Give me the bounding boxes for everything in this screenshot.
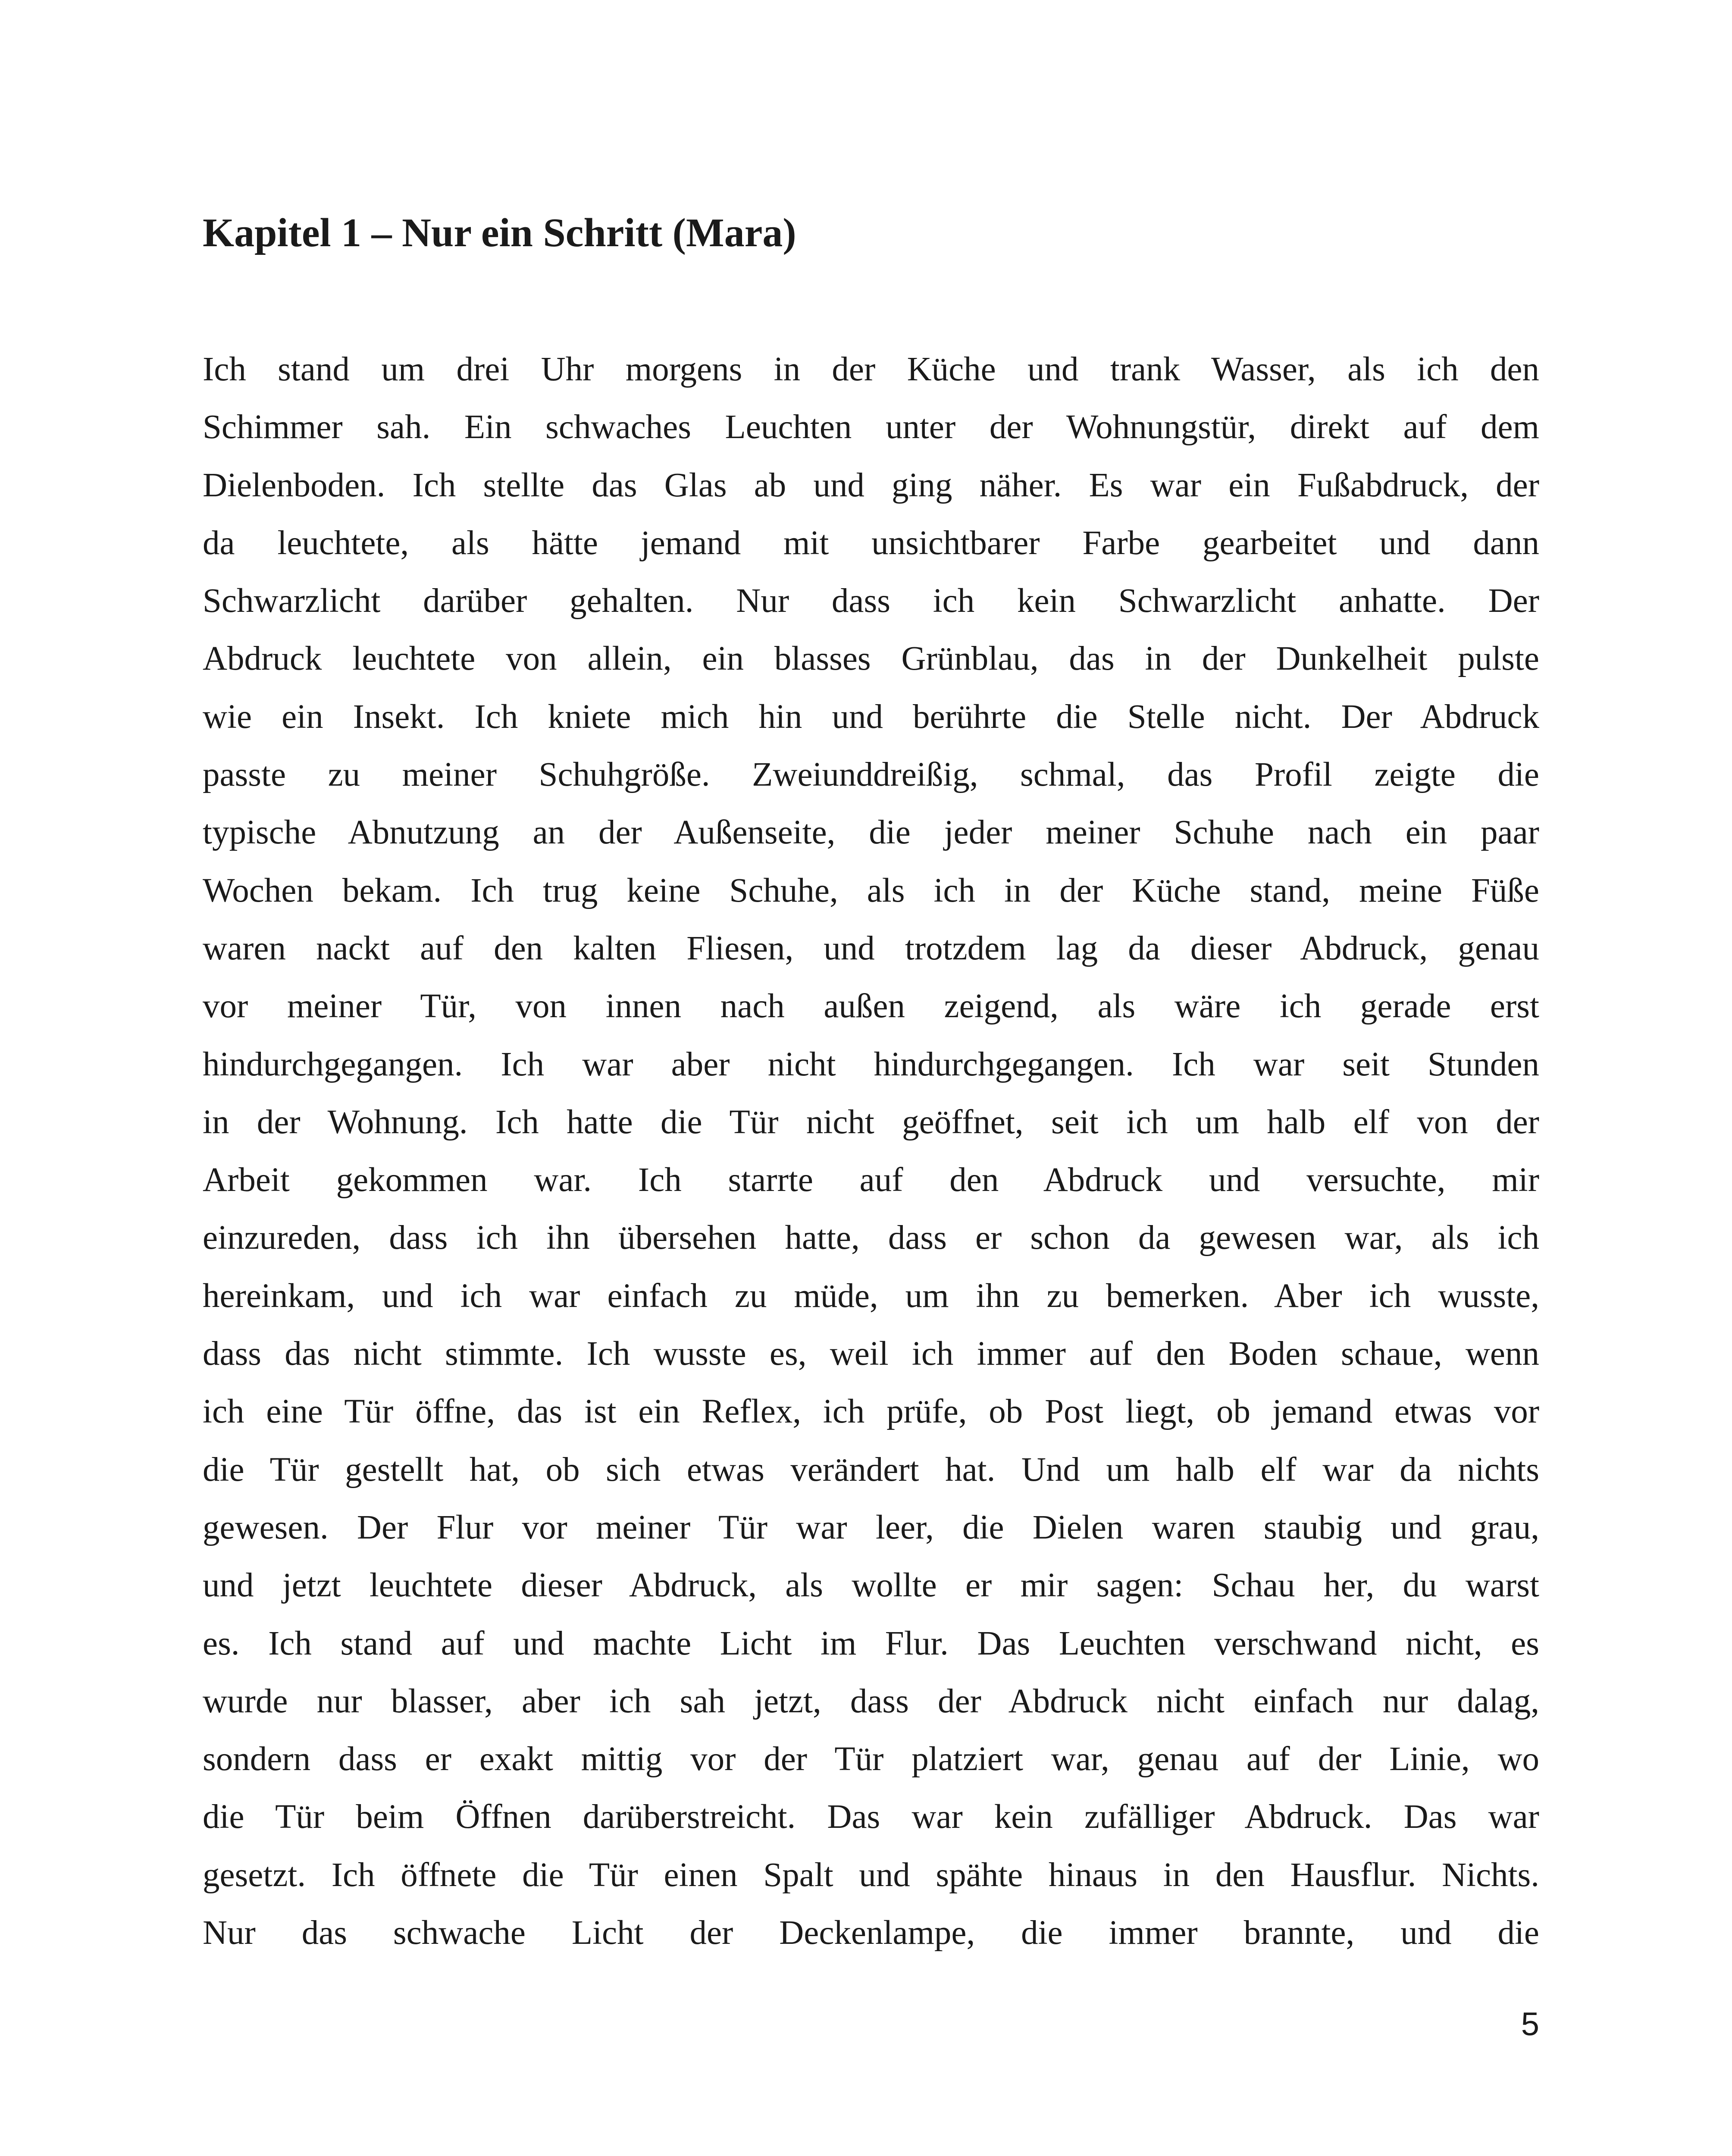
text-line: Dielenboden. Ich stellte das Glas ab und ging näher. Es war ein Fußabdruck, der [203,466,1539,504]
text-line: wurde nur blasser, aber ich sah jetzt, dass der Abdruck nicht einfach nur dalag, [203,1682,1539,1720]
text-line: dass das nicht stimmte. Ich wusste es, weil ich immer auf den Boden schaue, wenn [203,1335,1539,1373]
text-line: und jetzt leuchtete dieser Abdruck, als wollte er mir sagen: Schau her, du warst [203,1567,1539,1604]
text-line: waren nackt auf den kalten Fliesen, und trotzdem lag da dieser Abdruck, genau [203,929,1539,967]
page-number: 5 [1521,2006,1539,2043]
text-line: passte zu meiner Schuhgröße. Zweiunddreißig, schmal, das Profil zeigte die [203,756,1539,794]
text-line: Wochen bekam. Ich trug keine Schuhe, als ich in der Küche stand, meine Füße [203,871,1539,909]
text-line: hereinkam, und ich war einfach zu müde, um ihn zu bemerken. Aber ich wusste, [203,1277,1539,1315]
text-line: Schwarzlicht darüber gehalten. Nur dass ich kein Schwarzlicht anhatte. Der [203,582,1539,620]
text-line: Schimmer sah. Ein schwaches Leuchten unter der Wohnungstür, direkt auf dem [203,408,1539,446]
text-line: typische Abnutzung an der Außenseite, die jeder meiner Schuhe nach ein paar [203,814,1539,852]
text-line: gewesen. Der Flur vor meiner Tür war leer, die Dielen waren staubig und grau, [203,1508,1539,1546]
chapter-title: Kapitel 1 – Nur ein Schritt (Mara) [203,210,796,255]
text-line: einzureden, dass ich ihn übersehen hatte, dass er schon da gewesen war, als ich [203,1219,1539,1257]
text-line: Arbeit gekommen war. Ich starrte auf den Abdruck und versuchte, mir [203,1161,1539,1199]
text-line: Nur das schwache Licht der Deckenlampe, die immer brannte, und die [203,1914,1539,1952]
text-line: gesetzt. Ich öffnete die Tür einen Spalt und spähte hinaus in den Hausflur. Nichts. [203,1856,1539,1894]
text-line: hindurchgegangen. Ich war aber nicht hindurchgegangen. Ich war seit Stunden [203,1045,1539,1083]
text-line: Ich stand um drei Uhr morgens in der Küche und trank Wasser, als ich den [203,351,1539,388]
text-line: ich eine Tür öffne, das ist ein Reflex, ich prüfe, ob Post liegt, ob jemand etwas vor [203,1393,1539,1431]
text-line: es. Ich stand auf und machte Licht im Flur. Das Leuchten verschwand nicht, es [203,1624,1539,1662]
text-line: vor meiner Tür, von innen nach außen zeigend, als wäre ich gerade erst [203,987,1539,1025]
chapter-body-paragraph [203,341,1539,1962]
text-line: Abdruck leuchtete von allein, ein blasses Grünblau, das in der Dunkelheit pulste [203,640,1539,678]
text-line: in der Wohnung. Ich hatte die Tür nicht geöffnet, seit ich um halb elf von der [203,1103,1539,1141]
text-line: die Tür gestellt hat, ob sich etwas verändert hat. Und um halb elf war da nichts [203,1451,1539,1489]
text-line: sondern dass er exakt mittig vor der Tür platziert war, genau auf der Linie, wo [203,1740,1539,1778]
text-line: die Tür beim Öffnen darüberstreicht. Das war kein zufälliger Abdruck. Das war [203,1798,1539,1836]
text-line: da leuchtete, als hätte jemand mit unsichtbarer Farbe gearbeitet und dann [203,524,1539,562]
text-line: wie ein Insekt. Ich kniete mich hin und berührte die Stelle nicht. Der Abdruck [203,698,1539,736]
